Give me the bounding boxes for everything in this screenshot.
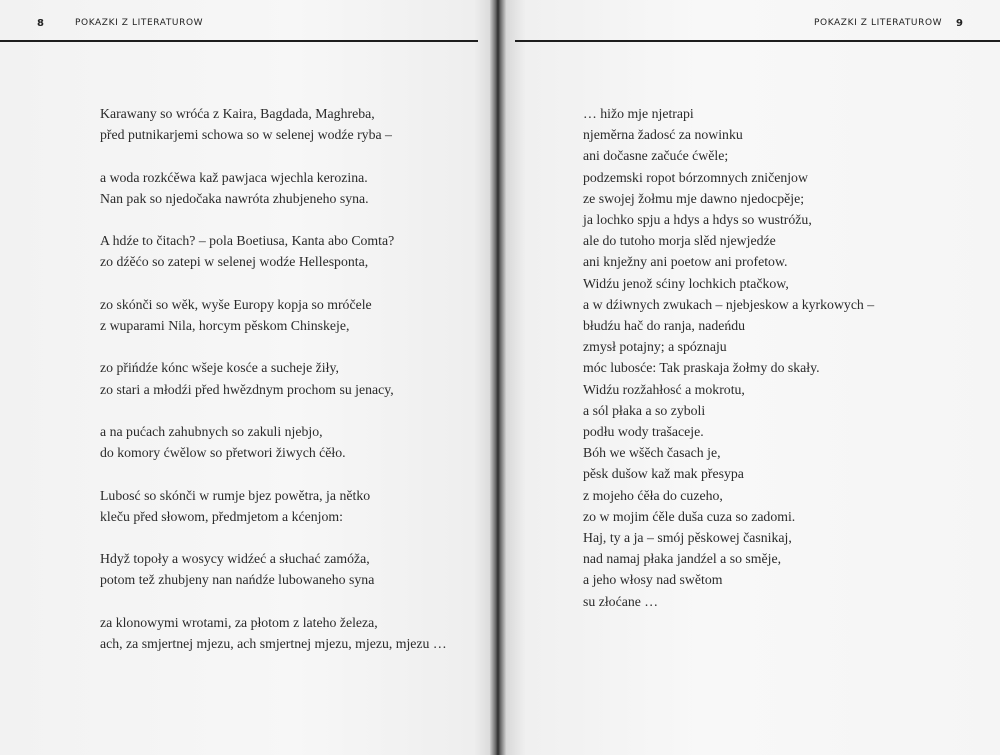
poem-line: Hdyž topoły a wosycy widźeć a słuchać zamóža, <box>100 551 370 567</box>
poem-line: ja lochko spju a hdys a hdys so wustróžu, <box>583 212 812 228</box>
poem-line: potom tež zhubjeny nan nańdźe lubowaneho syna <box>100 572 375 588</box>
stanza <box>100 294 447 336</box>
poem-line: błudźu hač do ranja, nadeńdu <box>583 318 746 334</box>
poem-line: zo přińdźe kónc wšeje kosće a sucheje žiły, <box>100 360 339 376</box>
right-header-rule <box>515 40 1000 42</box>
poem-line: zo stari a młodźi před hwězdnym prochom su jenacy, <box>100 381 394 397</box>
stanza <box>100 485 447 527</box>
poem-line: z mojeho ćěła do cuzeho, <box>583 487 723 503</box>
poem-line: a sól płaka a so zyboli <box>583 402 706 418</box>
poem-line: zo w mojim ćěle duša cuza so zadomi. <box>583 508 796 524</box>
poem-line: zo dźěćo so zatepi w selenej wodźe Hellesponta, <box>100 254 369 270</box>
poem-line: njeměrna žadosć za nowinku <box>583 127 743 143</box>
right-poem <box>583 103 874 612</box>
poem-line: Lubosć so skónči w rumje bjez powětra, ja nětko <box>100 487 371 503</box>
poem-line: za klonowymi wrotami, za płotom z lateho železa, <box>100 614 378 630</box>
poem-line: Bóh we wšěch časach je, <box>583 445 721 461</box>
poem-line: před putnikarjemi schowa so w selenej wodźe ryba – <box>100 127 392 143</box>
poem-line: … hižo mje njetrapi <box>583 106 694 121</box>
poem-line: a na pućach zahubnych so zakuli njebjo, <box>100 423 323 439</box>
poem-line: kleču před słowom, předmjetom a kćenjom: <box>100 508 343 524</box>
poem-line: ani dočasne začuće ćwěle; <box>583 148 729 164</box>
poem-line: ale do tutoho morja slěd njewjedźe <box>583 233 776 249</box>
right-running-head: POKAZKI Z LITERATUROW <box>814 18 943 28</box>
poem-line: podłu wody trašaceje. <box>583 424 704 440</box>
stanza <box>100 548 447 590</box>
poem-line: ze swojej žołmu mje dawno njedocpěje; <box>583 190 805 206</box>
left-running-head: POKAZKI Z LITERATUROW <box>75 18 204 28</box>
stanza <box>100 612 447 654</box>
poem-line: Widźu jenož sćiny lochkich ptačkow, <box>583 275 789 291</box>
poem-line: a woda rozkćěwa kaž pawjaca wjechla kerozina. <box>100 169 368 185</box>
poem-line: nad namaj płaka jandźel a so směje, <box>583 551 782 567</box>
poem-line: zmysł potajny; a spóznaju <box>583 339 727 355</box>
left-header-rule <box>0 40 478 42</box>
poem-line: do komory ćwělow so přetwori žiwych ćěło. <box>100 445 346 461</box>
poem-line: Haj, ty a ja – smój pěskowej časnikaj, <box>583 530 792 546</box>
book-gutter <box>490 0 506 755</box>
poem-line: pěsk dušow kaž mak přesypa <box>583 466 744 482</box>
stanza <box>100 357 447 399</box>
stanza <box>100 103 447 145</box>
stanza <box>100 167 447 209</box>
left-poem <box>100 103 447 675</box>
poem-line: a w dźiwnych zwukach – njebjeskow a kyrkowych – <box>583 296 875 312</box>
poem-line: zo skónči so wěk, wyše Europy kopja so mróčele <box>100 296 372 312</box>
poem-line: Karawany so wróća z Kaira, Bagdada, Maghreba, <box>100 106 375 121</box>
poem-line: A hdźe to čitach? – pola Boetiusa, Kanta abo Comta? <box>100 233 395 249</box>
stanza <box>100 421 447 463</box>
poem-line: Widźu rozžahłosć a mokrotu, <box>583 381 745 397</box>
poem-line: Nan pak so njedočaka nawróta zhubjeneho syna. <box>100 190 369 206</box>
poem-line: podzemski ropot bórzomnych zničenjow <box>583 169 808 185</box>
poem-line: móc lubosće: Tak praskaja žołmy do skały. <box>583 360 820 376</box>
poem-line: ach, za smjertnej mjezu, ach smjertnej mjezu, mjezu, mjezu … <box>100 635 447 651</box>
poem-line: ani knježny ani poetow ani profetow. <box>583 254 788 270</box>
left-page-number: 8 <box>37 18 45 29</box>
poem-line: a jeho włosy nad swětom <box>583 572 723 588</box>
stanza <box>100 230 447 272</box>
poem-line: z wuparami Nila, horcym pěskom Chinskeje, <box>100 317 350 333</box>
poem-line: su złoćane … <box>583 593 659 609</box>
right-page-number: 9 <box>956 18 964 29</box>
